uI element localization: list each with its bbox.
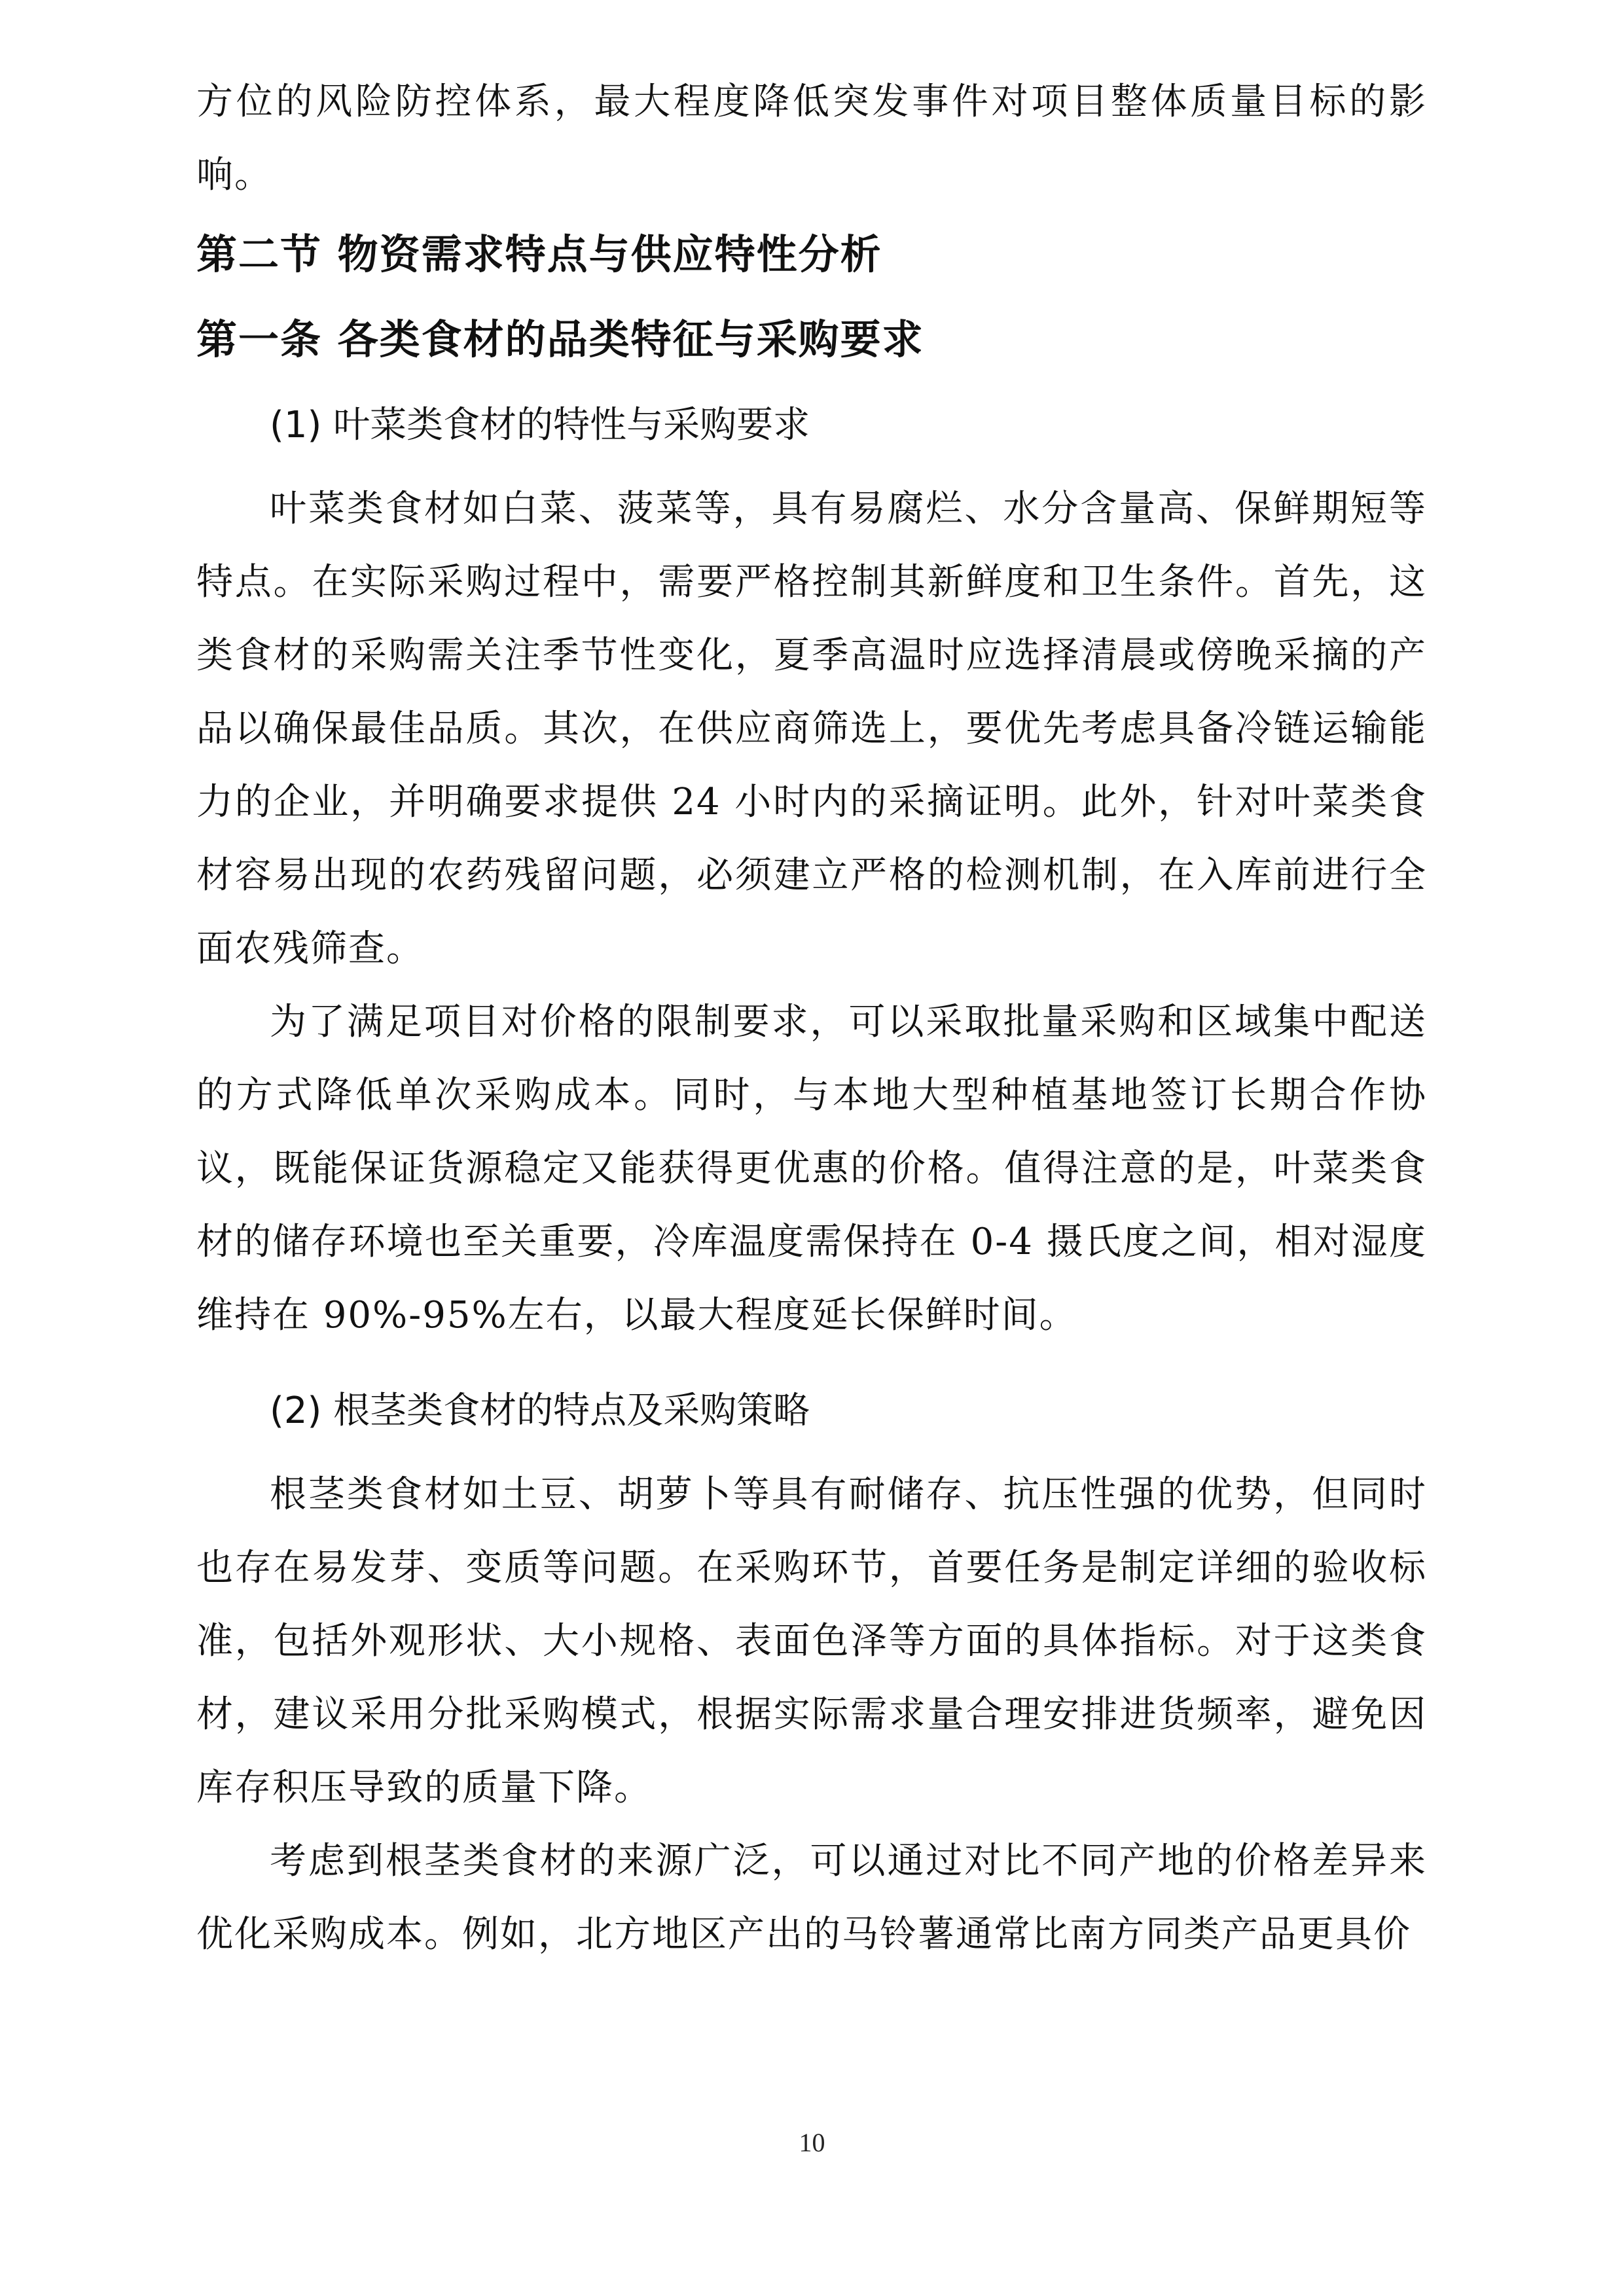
- spacer: [196, 1352, 1427, 1368]
- root-paragraph-2: 考虑到根茎类食材的来源广泛，可以通过对比不同产地的价格差异来优化采购成本。例如，北方地区产出的马铃薯通常比南方同类产品更具价: [196, 1840, 1427, 1956]
- intro-paragraph: 方位的风险防控体系，最大程度降低突发事件对项目整体质量目标的影响。: [196, 81, 1427, 196]
- page-content: [196, 65, 1427, 1971]
- leafy-paragraph-1: 叶菜类食材如白菜、菠菜等，具有易腐烂、水分含量高、保鲜期短等特点。在实际采购过程中，需要严格控制其新鲜度和卫生条件。首先，这类食材的采购需关注季节性变化，夏季高温时应选择清晨或傍晚采摘的产品以确保最佳品质。其次，在供应商筛选上，要优先考虑具备冷链运输能力的企业，并明确要求提供 24 小时内的采摘证明。此外，针对叶菜类食材容易出现的农药残留问题，必须建立严格的检测机制，在入库前进行全面农残筛查。: [196, 488, 1427, 970]
- subsection-title-1: (1) 叶菜类食材的特性与采购要求: [270, 404, 810, 446]
- subsection-title-2: (2) 根茎类食材的特点及采购策略: [270, 1390, 810, 1432]
- page-number: 10: [799, 2128, 825, 2157]
- article-title: 第一条 各类食材的品类特征与采购要求: [196, 315, 924, 363]
- section-title: 第二节 物资需求特点与供应特性分析: [196, 230, 882, 278]
- leafy-paragraph-2: 为了满足项目对价格的限制要求，可以采取批量采购和区域集中配送的方式降低单次采购成本。同时，与本地大型种植基地签订长期合作协议，既能保证货源稳定又能获得更优惠的价格。值得注意的是，叶菜类食材的储存环境也至关重要，冷库温度需保持在 0-4 摄氏度之间，相对湿度维持在 90%-95%左右，以最大程度延长保鲜时间。: [196, 1001, 1427, 1336]
- root-paragraph-1: 根茎类食材如土豆、胡萝卜等具有耐储存、抗压性强的优势，但同时也存在易发芽、变质等问题。在采购环节，首要任务是制定详细的验收标准，包括外观形状、大小规格、表面色泽等方面的具体指标。对于这类食材，建议采用分批采购模式，根据实际需求量合理安排进货频率，避免因库存积压导致的质量下降。: [196, 1473, 1427, 1809]
